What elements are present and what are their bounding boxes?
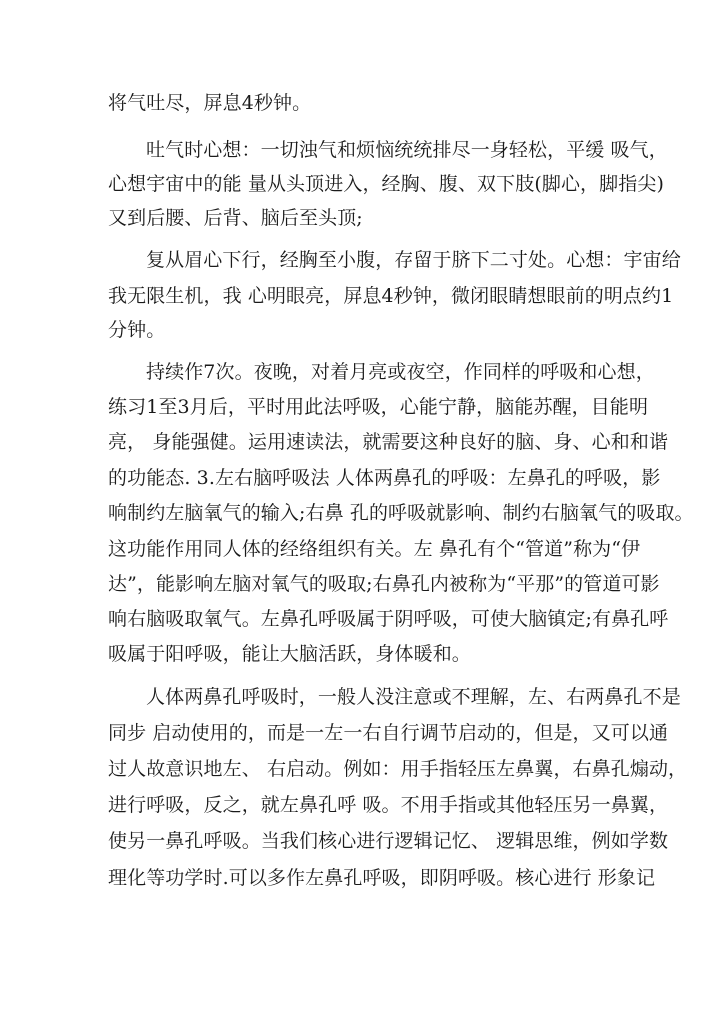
text-line: 达”，能影响左脑对氧气的吸取;右鼻孔内被称为“平那”的管道可影 xyxy=(108,573,660,595)
paragraph-first-line: 人体两鼻孔呼吸时，一般人没注意或不理解，左、右两鼻孔不是 xyxy=(146,686,681,708)
text-line: 我无限生机，我 心明眼亮，屏息4秒钟，微闭眼睛想眼前的明点约1 xyxy=(108,285,674,307)
text-line: 练习1至3月后，平时用此法呼吸，心能宁静，脑能苏醒，目能明 xyxy=(108,396,649,418)
text-line: 响右脑吸取氧气。左鼻孔呼吸属于阴呼吸，可使大脑镇定;有鼻孔呼 xyxy=(108,608,669,630)
text-line: 吸属于阳呼吸，能让大脑活跃，身体暖和。 xyxy=(108,643,471,665)
text-line: 的功能态. 3.左右脑呼吸法 人体两鼻孔的呼吸：左鼻孔的呼吸，影 xyxy=(108,467,661,489)
text-line: 亮， 身能强健。运用速读法，就需要这种良好的脑、身、心和和谐 xyxy=(108,431,669,453)
text-line: 又到后腰、后背、脑后至头顶; xyxy=(108,207,363,229)
text-line: 过人故意识地左、 右启动。例如：用手指轻压左鼻翼，右鼻孔煽动， xyxy=(108,758,688,780)
text-line: 同步 启动使用的，而是一左一右自行调节启动的，但是，又可以通 xyxy=(108,722,669,744)
paragraph-first-line: 持续作7次。夜晚，对着月亮或夜空，作同样的呼吸和心想， xyxy=(146,361,655,383)
text-line: 将气吐尽，屏息4秒钟。 xyxy=(108,92,312,114)
text-line: 这功能作用同人体的经络组织有关。左 鼻孔有个“管道”称为“伊 xyxy=(108,538,641,560)
text-line: 分钟。 xyxy=(108,319,166,341)
paragraph-first-line: 复从眉心下行，经胸至小腹，存留于脐下二寸处。心想：宇宙给 xyxy=(146,249,681,271)
paragraph-first-line: 吐气时心想：一切浊气和烦恼统统排尽一身轻松，平缓 吸气， xyxy=(146,139,668,161)
text-line: 心想宇宙中的能 量从头顶进入，经胸、腹、双下肢(脚心，脚指尖) xyxy=(108,173,664,195)
text-line: 理化等功学时.可以多作左鼻孔呼吸，即阴呼吸。核心进行 形象记 xyxy=(108,867,656,889)
text-line: 进行呼吸，反之，就左鼻孔呼 吸。不用手指或其他轻压另一鼻翼， xyxy=(108,794,669,816)
text-line: 响制约左脑氧气的输入;右鼻 孔的呼吸就影响、制约右脑氧气的吸取。 xyxy=(108,502,694,524)
text-line: 使另一鼻孔呼吸。当我们核心进行逻辑记忆、 逻辑思维，例如学数 xyxy=(108,830,669,852)
